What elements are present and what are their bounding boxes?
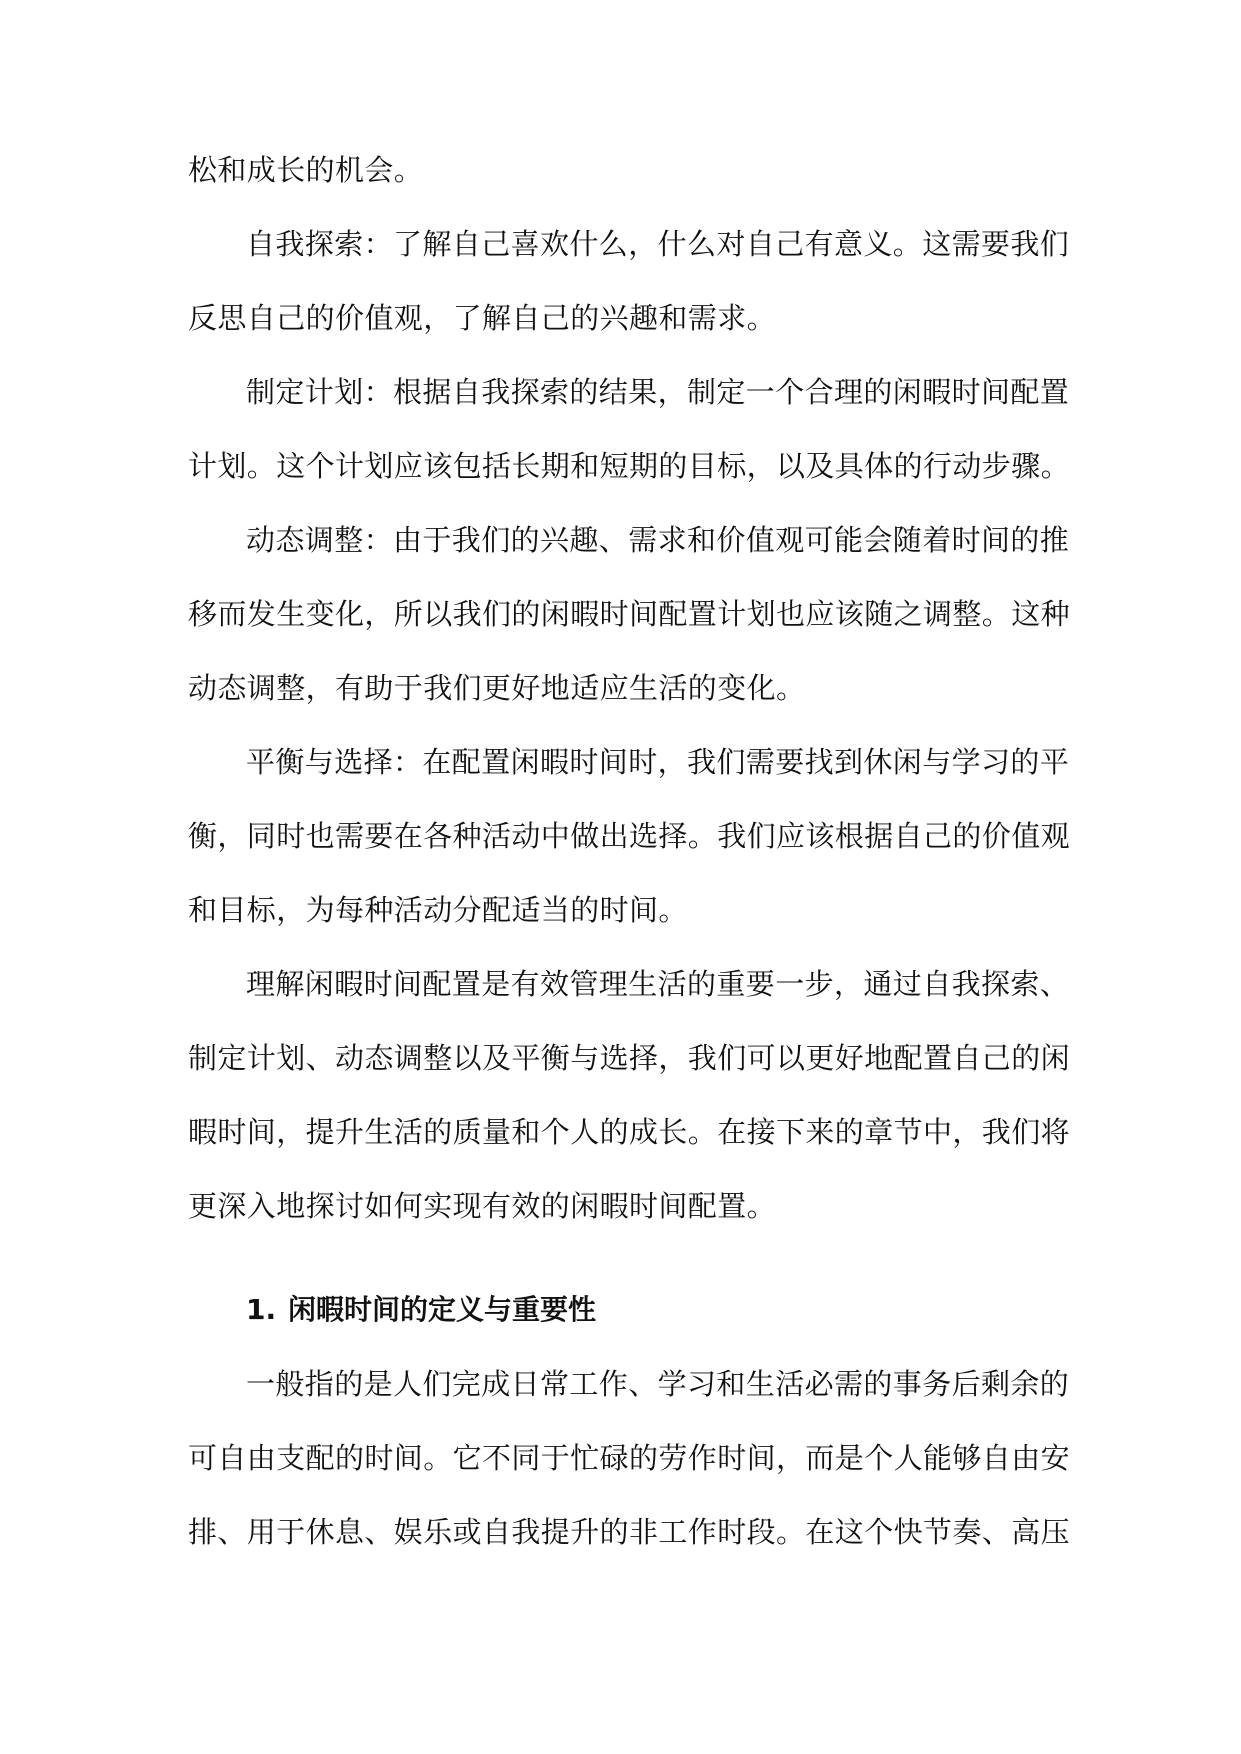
section-number: 1. — [246, 1293, 277, 1326]
text-line: 反思自己的价值观，了解自己的兴趣和需求。 — [188, 301, 777, 335]
paragraph-start: 平衡与选择：在配置闲暇时间时，我们需要找到休闲与学习的平 — [246, 745, 1070, 779]
text-line: 和目标，为每种活动分配适当的时间。 — [188, 893, 688, 927]
text-line: 动态调整，有助于我们更好地适应生活的变化。 — [188, 671, 806, 705]
text-line: 暇时间，提升生活的质量和个人的成长。在接下来的章节中，我们将 — [188, 1115, 1071, 1149]
text-line: 制定计划、动态调整以及平衡与选择，我们可以更好地配置自己的闲 — [188, 1041, 1071, 1075]
paragraph-start: 理解闲暇时间配置是有效管理生活的重要一步，通过自我探索、 — [246, 967, 1070, 1001]
paragraph-start: 一般指的是人们完成日常工作、学习和生活必需的事务后剩余的 — [246, 1367, 1070, 1401]
text-line: 可自由支配的时间。它不同于忙碌的劳作时间，而是个人能够自由安 — [188, 1441, 1071, 1475]
text-line: 排、用于休息、娱乐或自我提升的非工作时段。在这个快节奏、高压 — [188, 1515, 1071, 1549]
paragraph-start: 自我探索：了解自己喜欢什么，什么对自己有意义。这需要我们 — [246, 227, 1070, 261]
section-heading — [246, 1290, 596, 1330]
text-line: 计划。这个计划应该包括长期和短期的目标，以及具体的行动步骤。 — [188, 449, 1071, 483]
text-line: 移而发生变化，所以我们的闲暇时间配置计划也应该随之调整。这种 — [188, 597, 1071, 631]
paragraph-start: 制定计划：根据自我探索的结果，制定一个合理的闲暇时间配置 — [246, 375, 1070, 409]
paragraph-start: 动态调整：由于我们的兴趣、需求和价值观可能会随着时间的推 — [246, 523, 1070, 557]
section-title: 闲暇时间的定义与重要性 — [288, 1293, 597, 1326]
text-line: 松和成长的机会。 — [188, 153, 424, 187]
text-line: 衡，同时也需要在各种活动中做出选择。我们应该根据自己的价值观 — [188, 819, 1071, 853]
text-line: 更深入地探讨如何实现有效的闲暇时间配置。 — [188, 1189, 777, 1223]
